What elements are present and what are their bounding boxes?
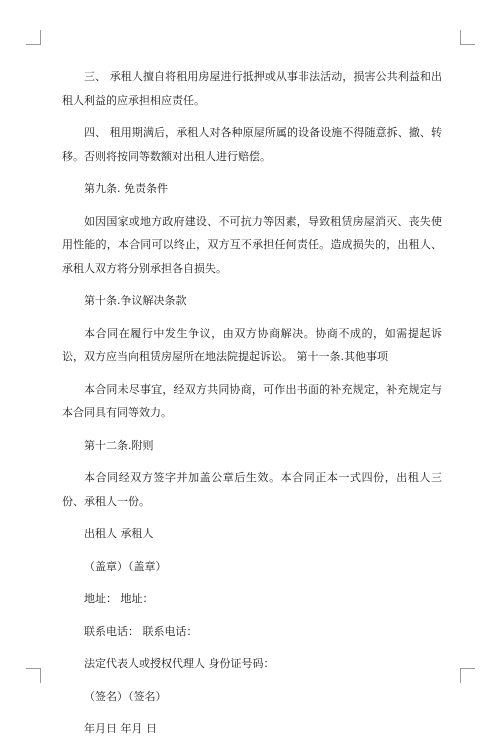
clause-paragraph: 本合同在履行中发生争议，由双方协商解决。协商不成的，如需提起诉讼，双方应当向租赁房屋所在地法院提起诉讼。 第十一条.其他事项: [62, 326, 442, 363]
clause-paragraph: 四、 租用期满后，承租人对各种原屋所属的设备设施不得随意拆、撤、转移。否则将按同等数额对出租人进行赔偿。: [62, 126, 442, 163]
signature-representative-line: 法定代表人或授权代理人 身份证号码：: [84, 657, 275, 670]
clause-paragraph: 本合同经双方签字并加盖公章后生效。本合同正本一式四份，出租人三份、承租人一份。: [62, 471, 442, 508]
section-heading: 第九条. 免责条件: [84, 182, 168, 195]
top-left-crop-mark: [26, 30, 41, 45]
clause-paragraph: 如因国家或地方政府建设、不可抗力等因素，导致租赁房屋消灭、丧失使用性能的，本合同可以终止，双方互不承担任何责任。造成损失的，出租人、承租人双方将分别承担各自损失。: [62, 214, 442, 275]
section-heading: 第十条.争议解决条款: [84, 294, 187, 307]
signature-parties-line: 出租人 承租人: [84, 527, 154, 540]
clause-paragraph: 三、 承租人擅自将租用房屋进行抵押或从事非法活动，损害公共利益和出租人利益的应承担相应责任。: [62, 70, 442, 107]
document-body: [62, 65, 442, 750]
clause-paragraph: 本合同未尽事宜，经双方共同协商，可作出书面的补充规定，补充规定与本合同具有同等效力。: [62, 382, 442, 419]
signature-phone-line: 联系电话： 联系电话：: [84, 624, 198, 638]
signature-address-line: 地址： 地址：: [84, 592, 154, 605]
signature-sign-line: （签名）（签名）: [84, 689, 167, 703]
signature-seal-line: （盖章）（盖章）: [84, 559, 167, 573]
signature-date-line: 年月日 年月 日: [84, 722, 157, 735]
bottom-left-crop-mark: [26, 668, 41, 683]
top-right-crop-mark: [460, 30, 475, 45]
section-heading: 第十二条.附则: [84, 438, 154, 452]
bottom-right-crop-mark: [460, 668, 475, 683]
